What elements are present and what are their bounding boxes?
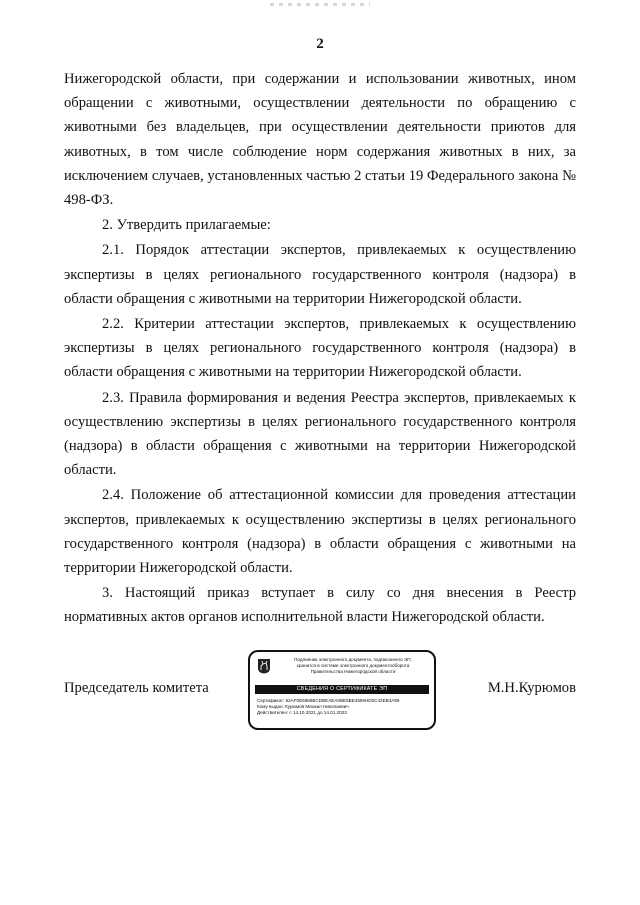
stamp-header	[274, 657, 432, 675]
paragraph-2-3: 2.3. Правила формирования и ведения Реестра экспертов, привлекаемых к осуществлению экспертизы в целях регионального государственного контроля (надзора) в области обращения с животными на территории Нижегородской области.	[64, 389, 576, 479]
signatory-position: Председатель комитета	[64, 680, 209, 696]
electronic-signature-stamp	[248, 650, 436, 730]
paragraph-continuation: Нижегородской области, при содержании и использовании животных, ином обращении с животными, осуществлении деятельности по обращению с животными без владельцев, при осуществлении деятельности приютов для животных, в том числе соблюдение норм содержания животных в них, за исключением случаев, установленных частью 2 статьи 19 Федерального закона № 498-ФЗ.	[64, 71, 576, 209]
page-number: 2	[316, 36, 324, 52]
signatory-name: М.Н.Курюмов	[487, 680, 576, 696]
certificate-owner: Кому выдан: Курюмов Михаил Николаевич	[257, 704, 349, 710]
paragraph-2-4: 2.4. Положение об аттестационной комиссии для проведения аттестации экспертов, привлекаемых к осуществлению экспертизы в целях регионального государственного контроля (надзора) в области обращения с животными на территории Нижегородской области.	[64, 487, 576, 577]
certificate-details	[257, 698, 433, 717]
scan-artifact	[270, 3, 370, 6]
deer-emblem-icon	[257, 658, 271, 674]
certificate-validity: Действителен: с 14.10.2021 до 14.01.2023	[257, 710, 347, 716]
stamp-header-line: Правительства Нижегородской области	[310, 669, 396, 674]
paragraph-approve: 2. Утвердить прилагаемые:	[102, 217, 271, 234]
paragraph-2-1: 2.1. Порядок аттестации экспертов, привлекаемых к осуществлению экспертизы в целях регионального государственного контроля (надзора) в области обращения с животными на территории Нижегородской области.	[64, 242, 576, 307]
paragraph-3: 3. Настоящий приказ вступает в силу со дня внесения в Реестр нормативных актов органов исполнительной власти Нижегородской области.	[64, 585, 576, 626]
stamp-header-line: Подлинник электронного документа, подписанного ЭП,	[294, 657, 412, 662]
certificate-number: Сертификат: 62AF0E6858BCDBEAEA0BE5BE4559HD0C42EB4A59	[257, 698, 400, 703]
paragraph-2-2: 2.2. Критерии аттестации экспертов, привлекаемых к осуществлению экспертизы в целях регионального государственного контроля (надзора) в области обращения с животными на территории Нижегородской области.	[64, 316, 576, 381]
stamp-header-line: хранится в системе электронного документооборота	[296, 663, 410, 668]
document-body	[64, 67, 576, 630]
stamp-title: СВЕДЕНИЯ О СЕРТИФИКАТЕ ЭП	[255, 685, 429, 694]
